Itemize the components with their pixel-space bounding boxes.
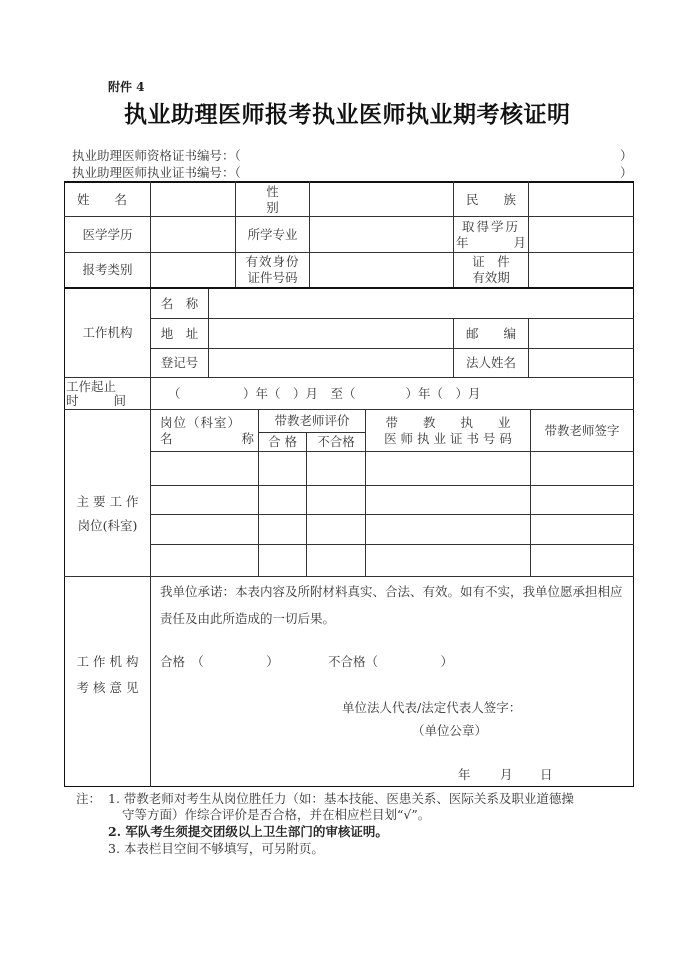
unit-address-label: 地 址	[160, 325, 199, 341]
cert-number-field-3[interactable]	[366, 515, 530, 544]
degree-date-field[interactable]	[529, 217, 633, 252]
attachment-label: 附件 4	[108, 80, 145, 94]
fail-field-4[interactable]	[307, 545, 365, 576]
date-day-label: 日	[540, 767, 553, 782]
cert-number-field-2[interactable]	[366, 486, 530, 514]
post-name-header-line2	[160, 431, 254, 447]
period-char-a: 时	[66, 393, 79, 408]
cert-number-field-1[interactable]	[366, 452, 530, 485]
registration-field[interactable]	[209, 349, 453, 377]
fail-field-3[interactable]	[307, 515, 365, 544]
work-unit-section-label: 工作机构	[82, 325, 133, 340]
teacher-cert-number-header	[366, 411, 530, 451]
legal-person-label: 法人姓名	[465, 355, 516, 370]
major-field[interactable]	[310, 217, 453, 252]
note-2: 2. 军队考生须提交团级以上卫生部门的审核证明。	[108, 824, 388, 839]
cert-number-field-4[interactable]	[366, 545, 530, 576]
page-title: 执业助理医师报考执业医师执业期考核证明	[124, 101, 571, 128]
unit-name-field[interactable]	[209, 289, 633, 318]
teacher-signature-header: 带教老师签字	[544, 422, 620, 438]
degree-date-label	[456, 217, 526, 252]
fail-header: 不合格	[317, 434, 355, 449]
assessment-pass-option[interactable]: 合格 （ ）	[160, 654, 279, 669]
education-field[interactable]	[151, 217, 235, 252]
main-posts-section-label	[65, 451, 150, 576]
legal-rep-signature-field[interactable]	[530, 694, 630, 714]
pledge-text: 我单位承诺：本表内容及所附材料真实、合法、有效。如有不实，我单位愿承担相应责任及由此所造成的一切后果。	[160, 584, 623, 626]
pass-field-4[interactable]	[259, 545, 306, 576]
name-label-text: 姓 名	[77, 191, 128, 207]
signature-field-1[interactable]	[531, 452, 633, 485]
ethnicity-label	[454, 183, 528, 216]
pass-header: 合 格	[268, 434, 297, 449]
practice-cert-label: 执业助理医师执业证书编号：（	[72, 165, 241, 180]
fail-field-2[interactable]	[307, 486, 365, 514]
assessment-label-line2: 考 核 意 见	[76, 680, 139, 695]
id-validity-field[interactable]	[529, 253, 633, 287]
ethnicity-field[interactable]	[529, 183, 633, 216]
exam-category-label: 报考类别	[82, 262, 133, 277]
post-name-header-line1: 岗位（科室）	[160, 415, 242, 430]
signature-label: 单位法人代表/法定代表人签字：	[342, 700, 522, 715]
assessment-fail-option[interactable]: 不合格（ ）	[328, 654, 454, 669]
education-label: 医学学历	[82, 226, 133, 242]
work-period-field[interactable]: （ ）年（ ）月 至（ ）年（ ）月	[168, 386, 481, 401]
signature-field-4[interactable]	[531, 545, 633, 576]
name-label	[65, 183, 150, 216]
note-1-line2: 守等方面）作综合评价是否合格，并在相应栏目划“√”。	[122, 807, 431, 822]
fail-field-1[interactable]	[307, 452, 365, 485]
gender-label	[236, 183, 309, 216]
period-char-b: 间	[113, 393, 126, 408]
post-name-char-a: 名	[160, 431, 173, 446]
post-name-field-1[interactable]	[151, 452, 258, 485]
post-name-field-3[interactable]	[151, 515, 258, 544]
id-number-field[interactable]	[310, 253, 453, 287]
pass-field-1[interactable]	[259, 452, 306, 485]
exam-category-field[interactable]	[151, 253, 235, 287]
pass-field-2[interactable]	[259, 486, 306, 514]
pass-field-3[interactable]	[259, 515, 306, 544]
major-label: 所学专业	[247, 226, 298, 242]
degree-date-label-line1: 取得学历	[461, 218, 520, 234]
id-validity-label	[454, 253, 528, 287]
legal-person-field[interactable]	[529, 349, 633, 377]
ethnicity-label-text: 民 族	[466, 191, 517, 207]
id-number-label-line1: 有效身份	[245, 254, 300, 269]
cert-header-line1: 带 教 执 业	[385, 415, 511, 430]
id-validity-label-line1: 证 件	[472, 254, 510, 269]
qualification-cert-close: ）	[620, 148, 633, 163]
notes-prefix: 注：	[76, 791, 102, 806]
gender-field[interactable]	[310, 183, 453, 216]
registration-label: 登记号	[160, 355, 199, 370]
name-field[interactable]	[151, 183, 235, 216]
gender-label-text: 性 别	[266, 183, 304, 215]
note-3: 3. 本表栏目空间不够填写，可另附页。	[108, 841, 324, 856]
teacher-eval-header: 带教老师评价	[274, 413, 350, 428]
post-name-field-4[interactable]	[151, 545, 258, 576]
assessment-label-line1: 工 作 机 构	[76, 654, 139, 669]
signature-field-2[interactable]	[531, 486, 633, 514]
work-period-label-line1: 工作起止	[66, 379, 117, 394]
date-year-label: 年	[458, 767, 471, 782]
work-period-label	[66, 379, 146, 409]
qualification-cert-label: 执业助理医师资格证书编号：（	[72, 148, 241, 163]
unit-address-field[interactable]	[209, 319, 453, 348]
seal-label: （单位公章）	[412, 723, 488, 738]
unit-name-label: 名 称	[160, 295, 199, 311]
post-name-field-2[interactable]	[151, 486, 258, 514]
assessment-section-label	[65, 640, 150, 710]
work-period-label-line2	[66, 394, 126, 408]
postcode-field[interactable]	[529, 319, 633, 348]
practice-cert-close: ）	[620, 165, 633, 180]
post-name-char-b: 称	[241, 431, 254, 446]
postcode-label: 邮 编	[465, 325, 516, 341]
main-posts-label-line2: 岗位(科室)	[77, 517, 138, 533]
cert-header-line2: 医 师 执 业 证 书 号 码	[384, 431, 512, 446]
table-right-border	[633, 181, 634, 787]
date-month-label: 月	[500, 767, 513, 782]
degree-date-label-line2	[456, 235, 526, 251]
month-text: 月	[513, 234, 526, 250]
post-name-header	[160, 411, 254, 451]
id-validity-label-line2: 有效期	[472, 270, 510, 285]
signature-field-3[interactable]	[531, 515, 633, 544]
section-divider	[64, 576, 634, 577]
id-number-label-line2: 证件号码	[247, 270, 298, 285]
note-1-line1: 1. 带教老师对考生从岗位胜任力（如：基本技能、医患关系、医际关系及职业道德操	[108, 791, 574, 806]
year-text: 年	[456, 234, 469, 250]
id-number-label	[236, 253, 309, 287]
main-posts-label-line1: 主 要 工 作	[76, 493, 139, 509]
